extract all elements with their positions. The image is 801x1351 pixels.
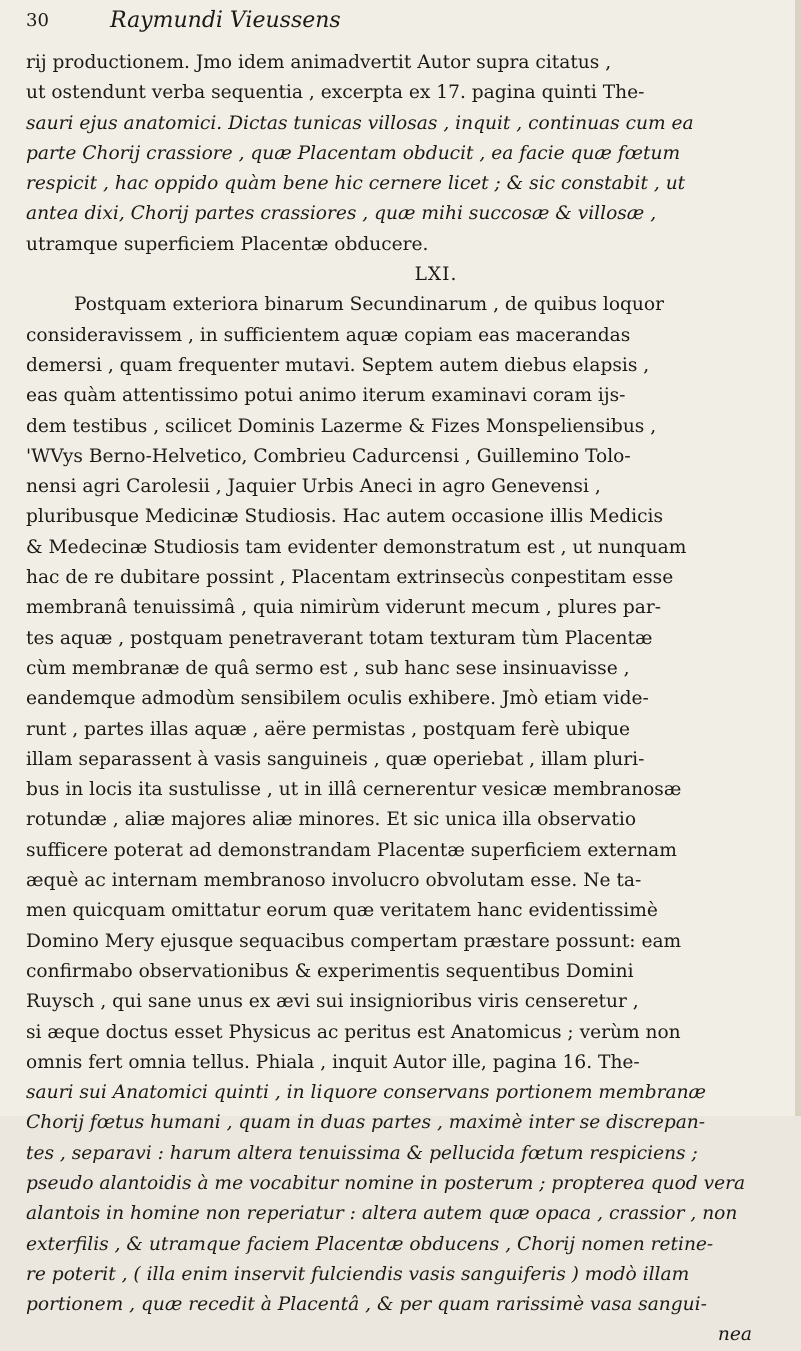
text-line: alantois in homine non reperiatur : altera autem quæ opaca , crassior , non	[26, 1203, 738, 1225]
text-line: eandemque admodùm sensibilem oculis exhibere. Jmò etiam vide-	[26, 688, 649, 710]
text-line: respicit , hac oppido quàm bene hic cernere licet ; & sic constabit , ut	[26, 173, 686, 195]
body-text	[26, 48, 786, 1351]
text-line: membranâ tenuissimâ , quia nimirùm viderunt mecum , plures par-	[26, 597, 661, 619]
catchword: nea	[717, 1324, 752, 1346]
text-line: tes , separavi : harum altera tenuissima & pellucida fœtum respiciens ;	[26, 1142, 698, 1164]
text-line: æquè ac internam membranoso involucro obvolutam esse. Ne ta-	[26, 870, 642, 892]
text-line: cùm membranæ de quâ sermo est , sub hanc sese insinuavisse ,	[26, 657, 630, 679]
text-line: hac de re dubitare possint , Placentam extrinsecùs conpestitam esse	[26, 567, 674, 589]
text-line: confirmabo observationibus & experimentis sequentibus Domini	[26, 960, 634, 982]
text-line: nensi agri Carolesii , Jaquier Urbis Aneci in agro Genevensi ,	[26, 476, 601, 498]
text-line: si æque doctus esset Physicus ac peritus est Anatomicus ; verùm non	[26, 1021, 681, 1043]
page-header	[26, 4, 776, 44]
text-line: consideravissem , in sufficientem aquæ copiam eas macerandas	[26, 324, 631, 346]
text-line: rij productionem. Jmo idem animadvertit Autor supra citatus ,	[26, 52, 612, 73]
text-line: pluribusque Medicinæ Studiosis. Hac autem occasione illis Medicis	[26, 506, 663, 528]
text-line: rotundæ , aliæ majores aliæ minores. Et sic unica illa observatio	[26, 809, 637, 831]
text-line: Postquam exteriora binarum Secundinarum , de quibus loquor	[74, 294, 664, 316]
page-number: 30	[26, 10, 49, 31]
text-line: exterfilis , & utramque faciem Placentæ obducens , Chorij nomen retine-	[26, 1233, 714, 1255]
text-line: antea dixi, Chorij partes crassiores , quæ mihi succosæ & villosæ ,	[26, 203, 657, 225]
text-line: eas quàm attentissimo potui animo iterum examinavi coram ijs-	[26, 385, 626, 407]
section-number: LXI.	[414, 264, 458, 286]
text-line: Ruysch , qui sane unus ex ævi sui insignioribus viris censeretur ,	[26, 991, 639, 1013]
text-line: 'WVys Berno-Helvetico, Combrieu Cadurcensi , Guillemino Tolo-	[26, 445, 631, 467]
text-line: ut ostendunt verba sequentia , excerpta ex 17. pagina quinti The-	[26, 82, 645, 104]
text-line: Domino Mery ejusque sequacibus compertam præstare possunt: eam	[26, 930, 682, 952]
text-line: & Medecinæ Studiosis tam evidenter demonstratum est , ut nunquam	[26, 536, 687, 558]
text-line: parte Chorij crassiore , quæ Placentam obducit , ea facie quæ fœtum	[26, 142, 681, 164]
text-line: dem testibus , scilicet Dominis Lazerme & Fizes Monspeliensibus ,	[26, 415, 657, 437]
text-line: demersi , quam frequenter mutavi. Septem autem diebus elapsis ,	[26, 354, 650, 376]
text-line: tes aquæ , postquam penetraverant totam texturam tùm Placentæ	[26, 627, 653, 649]
text-line: runt , partes illas aquæ , aëre permistas , postquam ferè ubique	[26, 718, 631, 740]
text-line: bus in locis ita sustulisse , ut in illâ cernerentur vesicæ membranosæ	[26, 779, 682, 801]
text-line: sauri ejus anatomici. Dictas tunicas villosas , inquit , continuas cum ea	[26, 112, 694, 134]
text-line: sufficere poterat ad demonstrandam Placentæ superficiem externam	[26, 839, 677, 861]
text-line: re poterit , ( illa enim inservit fulciendis vasis sanguiferis ) modò illam	[26, 1263, 690, 1285]
text-line: Chorij fœtus humani , quam in duas partes , maximè inter se discrepan-	[26, 1112, 706, 1134]
page-edge-shadow	[795, 0, 801, 1116]
text-line: utramque superficiem Placentæ obducere.	[26, 233, 429, 255]
text-line: omnis fert omnia tellus. Phiala , inquit Autor ille, pagina 16. The-	[26, 1051, 640, 1073]
running-head: Raymundi Vieussens	[110, 8, 341, 33]
text-line: portionem , quæ recedit à Placentâ , & per quam rarissimè vasa sangui-	[26, 1294, 707, 1316]
text-line: sauri sui Anatomici quinti , in liquore conservans portionem membranæ	[26, 1082, 707, 1104]
text-line: pseudo alantoidis à me vocabitur nomine in posterum ; propterea quod vera	[26, 1172, 746, 1194]
text-line: illam separassent à vasis sanguineis , quæ operiebat , illam pluri-	[26, 748, 645, 770]
text-line: men quicquam omittatur eorum quæ veritatem hanc evidentissimè	[26, 900, 658, 922]
